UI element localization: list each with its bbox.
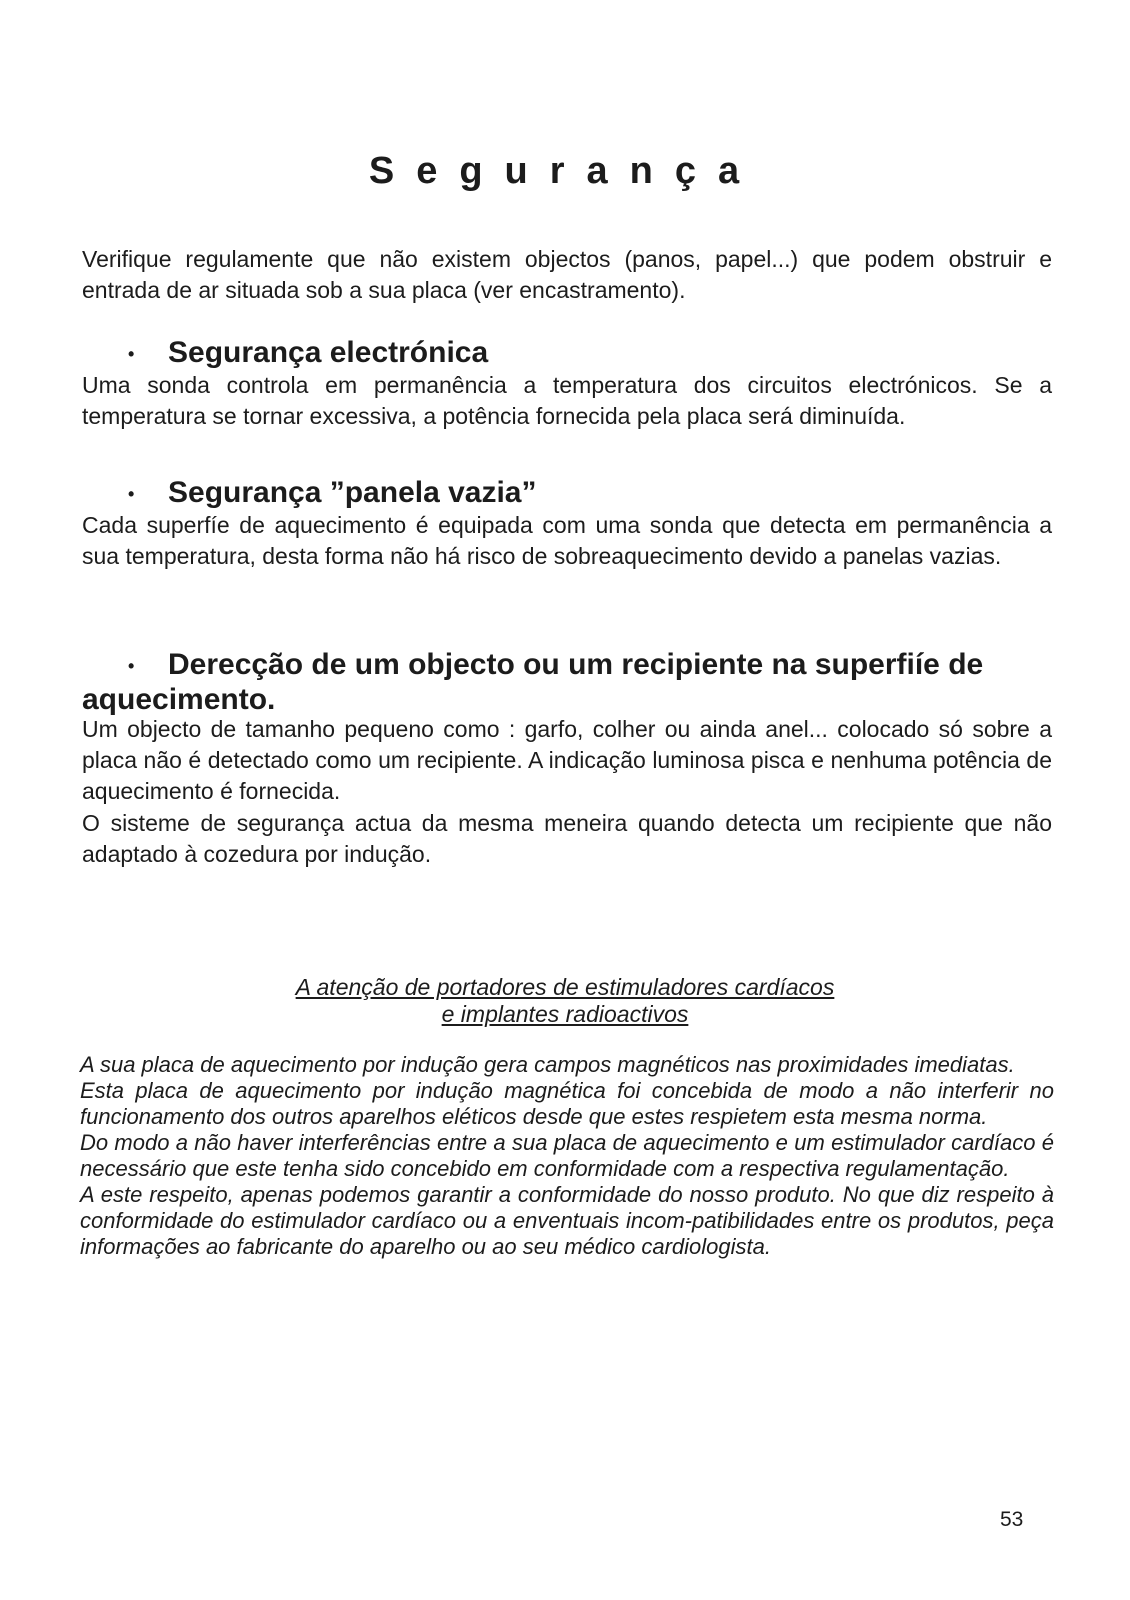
page-title: Segurança <box>368 150 762 192</box>
section-body-empty-pan-safety: Cada superfíe de aquecimento é equipada com uma sonda que detecta em permanência a sua temperatura, desta forma não há risco de sobreaquecimento devido a panelas vazias. <box>82 512 1052 569</box>
section-heading-empty-pan-safety <box>82 476 1052 511</box>
section-heading-text: Derecção de um objecto ou um recipiente na superfiíe de aquecimento. <box>82 648 984 717</box>
section-body-electronic-safety: Uma sonda controla em permanência a temperatura dos circuitos electrónicos. Se a temperatura se tornar excessiva, a potência fornecida pela placa será diminuída. <box>82 372 1052 429</box>
section-heading-object-detection <box>82 648 1022 717</box>
notice-paragraph: Esta placa de aquecimento por indução magnética foi concebida de modo a não interferir no funcionamento dos outros aparelhos eléticos desde que estes respietem esta mesma norma. <box>80 1078 1054 1129</box>
bullet-icon: • <box>128 484 135 505</box>
page-number: 53 <box>1000 1508 1024 1531</box>
section-body-object-detection: Um objecto de tamanho pequeno como : garfo, colher ou ainda anel... colocado só sobre a placa não é detectado como um recipiente. A indicação luminosa pisca e nenhuma potência de aquecimento é fornecida. <box>82 716 1052 804</box>
notice-heading-line-2: e implantes radioactivos <box>441 1001 689 1027</box>
notice-paragraph: Do modo a não haver interferências entre a sua placa de aquecimento e um estimulador cardíaco é necessário que este tenha sido concebido em conformidade com a respectiva regulamentação. <box>80 1130 1054 1181</box>
notice-heading <box>0 974 1130 1028</box>
notice-paragraph: A este respeito, apenas podemos garantir a conformidade do nosso produto. No que diz respeito à conformidade do estimulador cardíaco ou a enventuais incom-patibilidades entre os produtos, peça informações ao fabricante do aparelho ou ao seu médico cardiologista. <box>80 1182 1054 1259</box>
bullet-icon: • <box>128 656 135 677</box>
section-heading-text: Segurança electrónica <box>168 336 489 369</box>
notice-heading-line-1: A atenção de portadores de estimuladores cardíacos <box>295 974 835 1000</box>
notice-paragraph: A sua placa de aquecimento por indução gera campos magnéticos nas proximidades imediatas. <box>80 1052 1015 1077</box>
notice-body <box>80 1052 1054 1260</box>
section-body-object-detection-2: O sisteme de segurança actua da mesma meneira quando detecta um recipiente que não adaptado à cozedura por indução. <box>82 810 1052 867</box>
section-heading-electronic-safety <box>82 336 1052 371</box>
intro-paragraph: Verifique regulamente que não existem objectos (panos, papel...) que podem obstruir e entrada de ar situada sob a sua placa (ver encastramento). <box>82 246 1052 303</box>
section-heading-text: Segurança ”panela vazia” <box>168 476 537 509</box>
bullet-icon: • <box>128 344 135 365</box>
